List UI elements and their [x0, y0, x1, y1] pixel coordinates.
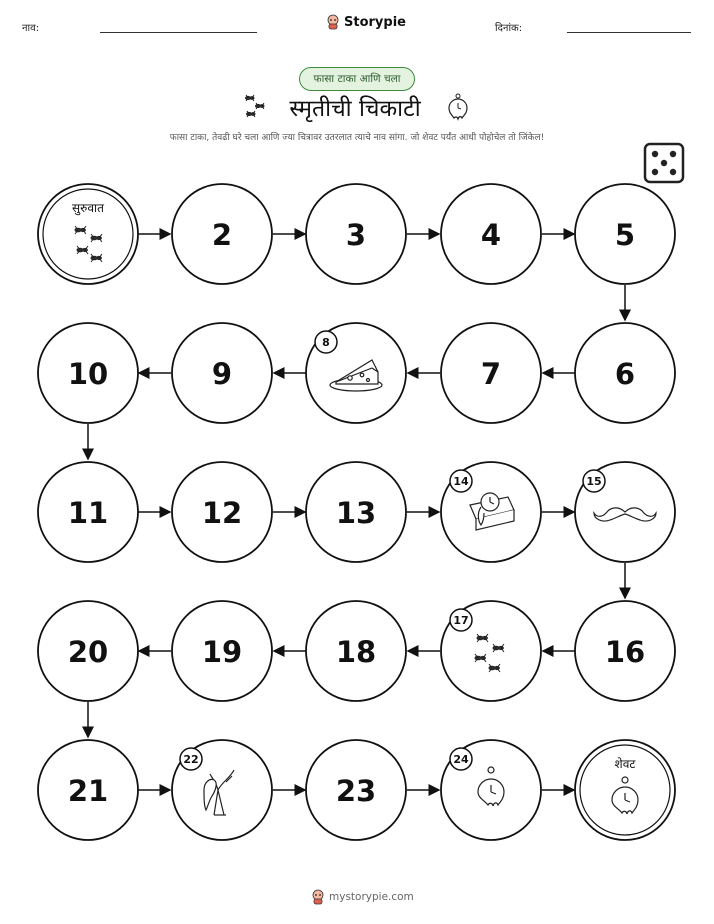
name-label: नाव:	[22, 23, 40, 34]
svg-text:10: 10	[67, 357, 109, 391]
storypie-mascot-icon	[311, 889, 325, 905]
cell-12[interactable]	[172, 462, 272, 562]
page-title: स्मृतीची चिकाटी	[289, 96, 421, 122]
cell-24[interactable]	[441, 740, 541, 840]
cell-9[interactable]	[172, 323, 272, 423]
footer-url[interactable]: mystorypie.com	[329, 891, 414, 903]
cell-2[interactable]	[172, 184, 272, 284]
svg-text:20: 20	[67, 635, 109, 669]
cell-3[interactable]	[306, 184, 406, 284]
svg-text:15: 15	[586, 475, 602, 488]
cell-20[interactable]	[38, 601, 138, 701]
start-label: सुरुवात	[72, 201, 104, 215]
svg-text:24: 24	[453, 753, 469, 766]
svg-text:3: 3	[345, 218, 367, 252]
svg-text:21: 21	[67, 774, 109, 808]
instructions: फासा टाका, तेवढी घरे चला आणि ज्या चित्रावर उतरलात त्याचे नाव सांगा. जो शेवट पर्यंत आधी पोहोचेल तो जिंकेल!	[169, 133, 545, 143]
brand-name: Storypie	[344, 14, 406, 30]
svg-text:7: 7	[480, 357, 502, 391]
cell-10[interactable]	[38, 323, 138, 423]
svg-text:18: 18	[335, 635, 377, 669]
svg-text:2: 2	[211, 218, 233, 252]
cell-18[interactable]	[306, 601, 406, 701]
cell-13[interactable]	[306, 462, 406, 562]
start-cell[interactable]	[38, 184, 138, 284]
svg-text:14: 14	[453, 475, 469, 488]
svg-text:4: 4	[480, 218, 502, 252]
cell-21[interactable]	[38, 740, 138, 840]
svg-text:16: 16	[604, 635, 646, 669]
cell-6[interactable]	[575, 323, 675, 423]
cell-5[interactable]	[575, 184, 675, 284]
svg-text:17: 17	[453, 614, 469, 627]
date-label: दिनांक:	[495, 23, 523, 34]
footer	[311, 889, 414, 905]
svg-text:12: 12	[201, 496, 243, 530]
svg-text:6: 6	[614, 357, 636, 391]
cell-22[interactable]	[172, 740, 272, 840]
svg-text:8: 8	[322, 336, 330, 349]
cell-19[interactable]	[172, 601, 272, 701]
cell-8[interactable]	[306, 323, 406, 423]
svg-text:11: 11	[67, 496, 109, 530]
svg-text:5: 5	[614, 218, 636, 252]
cell-23[interactable]	[306, 740, 406, 840]
cell-7[interactable]	[441, 323, 541, 423]
finish-cell[interactable]	[575, 740, 675, 840]
cell-11[interactable]	[38, 462, 138, 562]
svg-text:9: 9	[211, 357, 233, 391]
activity-badge: फासा टाका आणि चला	[299, 67, 415, 91]
cell-4[interactable]	[441, 184, 541, 284]
cell-17[interactable]	[441, 601, 541, 701]
svg-text:22: 22	[183, 753, 199, 766]
cell-16[interactable]	[575, 601, 675, 701]
svg-text:13: 13	[335, 496, 377, 530]
cell-15[interactable]	[575, 462, 675, 562]
svg-text:19: 19	[201, 635, 243, 669]
svg-text:23: 23	[335, 774, 377, 808]
cell-14[interactable]	[441, 462, 541, 562]
finish-label: शेवट	[614, 757, 636, 771]
